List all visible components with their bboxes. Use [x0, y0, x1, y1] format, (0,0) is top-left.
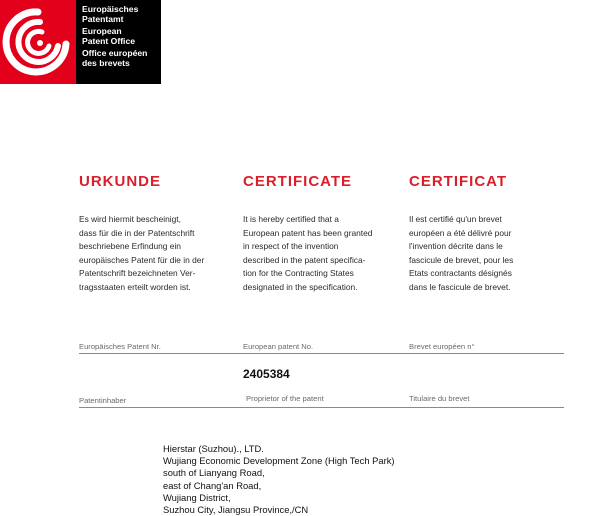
divider-proprietor	[79, 407, 564, 408]
text-line: dans le fascicule de brevet.	[409, 281, 511, 292]
office-name-en-1: European	[82, 26, 122, 37]
office-name-fr-2: des brevets	[82, 57, 130, 68]
label-patent-no-de: Europäisches Patent Nr.	[79, 342, 161, 351]
epo-logo-mark	[0, 0, 76, 84]
text-line: fascicule de brevet, pour les	[409, 254, 514, 265]
office-name-de-1: Europäisches	[82, 4, 139, 14]
text-german	[79, 213, 234, 294]
epo-logo-block	[0, 0, 161, 84]
address-line: Hierstar (Suzhou)., LTD.	[163, 443, 264, 454]
text-line: l'invention décrite dans le	[409, 241, 503, 251]
patent-number: 2405384	[243, 367, 290, 381]
text-line: European patent has been granted	[243, 227, 373, 238]
office-name-fr-1: Office européen	[82, 48, 148, 59]
text-line: dass für die in der Patentschrift	[79, 227, 195, 238]
text-line: européen a été délivré pour	[409, 227, 512, 238]
text-line: beschriebene Erfindung ein	[79, 241, 181, 251]
address-line: east of Chang'an Road,	[163, 479, 262, 491]
address-line: south of Lianyang Road,	[163, 467, 265, 479]
proprietor-address	[163, 443, 395, 516]
text-line: tion for the Contracting States	[243, 268, 354, 278]
label-patent-no-fr: Brevet européen n°	[409, 342, 475, 351]
text-line: in respect of the invention	[243, 241, 339, 251]
text-line: described in the patent specifica-	[243, 254, 366, 265]
text-french	[409, 213, 564, 294]
label-proprietor-de: Patentinhaber	[79, 396, 127, 405]
epo-spiral-icon	[2, 6, 74, 78]
office-name-de-2: Patentamt	[82, 13, 124, 24]
text-english	[243, 213, 398, 294]
text-line: Etats contractants désignés	[409, 268, 512, 278]
text-line: It is hereby certified that a	[243, 214, 339, 224]
text-line: Patentschrift bezeichneten Ver-	[79, 268, 196, 278]
label-patent-no-en: European patent No.	[243, 342, 314, 351]
heading-certificate: CERTIFICATE	[243, 173, 353, 190]
label-proprietor-fr: Titulaire du brevet	[409, 394, 470, 403]
heading-urkunde: URKUNDE	[79, 173, 161, 190]
text-line: tragsstaaten erteilt worden ist.	[79, 281, 191, 292]
label-proprietor-en: Proprietor of the patent	[246, 394, 324, 403]
text-line: Es wird hiermit bescheinigt,	[79, 214, 181, 224]
office-names	[82, 5, 147, 69]
address-line: Wujiang Economic Development Zone (High Tech Park)	[163, 455, 395, 467]
text-line: designated in the specification.	[243, 281, 358, 292]
divider-patent-no	[79, 353, 564, 354]
text-line: europäisches Patent für die in der	[79, 254, 205, 265]
address-line: Wujiang District,	[163, 491, 231, 503]
text-line: Il est certifié qu'un brevet	[409, 214, 502, 224]
office-name-en-2: Patent Office	[82, 35, 136, 46]
heading-certificat: CERTIFICAT	[409, 173, 508, 190]
address-line: Suzhou City, Jiangsu Province,/CN	[163, 504, 309, 516]
